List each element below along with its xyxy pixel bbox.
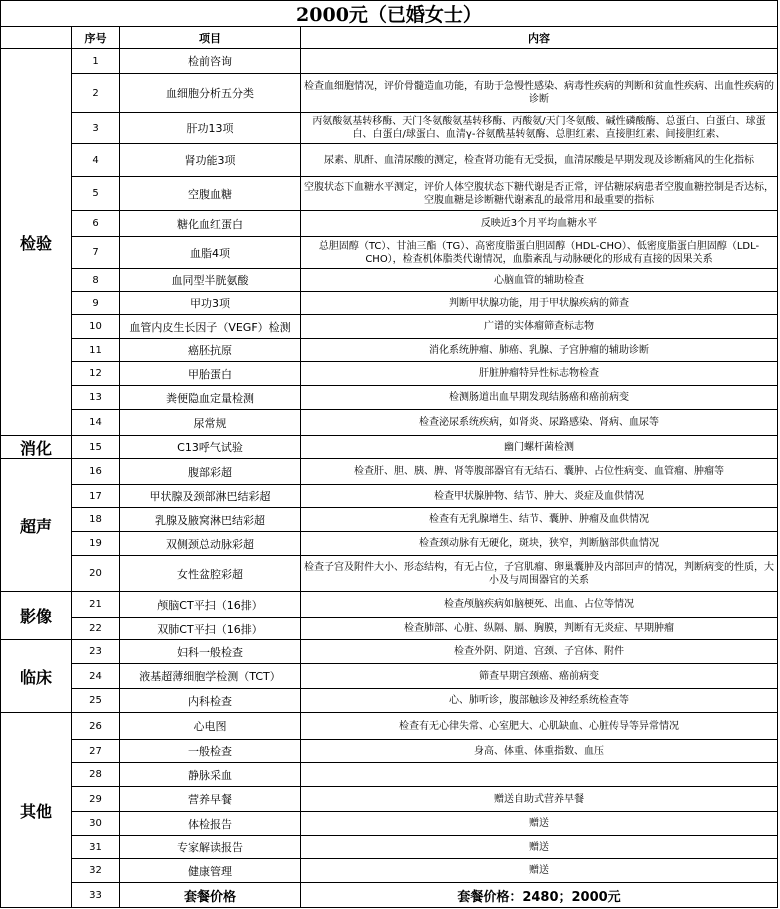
row-seq: 11 — [72, 339, 120, 362]
row-content: 赠送 — [301, 859, 778, 883]
row-seq: 23 — [72, 640, 120, 664]
row-seq: 19 — [72, 532, 120, 556]
row-seq: 12 — [72, 362, 120, 386]
row-content: 检查甲状腺肿物、结节、肿大、炎症及血供情况 — [301, 485, 778, 508]
row-content: 幽门螺杆菌检测 — [301, 436, 778, 459]
row-item: 空腹血糖 — [120, 177, 301, 211]
row-seq: 30 — [72, 812, 120, 836]
row-item: 粪便隐血定量检测 — [120, 386, 301, 410]
row-item: 内科检查 — [120, 689, 301, 713]
row-seq: 17 — [72, 485, 120, 508]
row-item: 甲功3项 — [120, 292, 301, 315]
header-seq: 序号 — [72, 27, 120, 49]
cat-xiaohua: 消化 — [0, 436, 72, 459]
row-seq: 25 — [72, 689, 120, 713]
row-seq: 29 — [72, 787, 120, 812]
row-item: 一般检查 — [120, 740, 301, 763]
row-item: 心电图 — [120, 713, 301, 740]
row-content: 尿素、肌酐、血清尿酸的测定，检查肾功能有无受损，血清尿酸是早期发现及诊断痛风的生化指标 — [301, 144, 778, 177]
row-seq: 4 — [72, 144, 120, 177]
row-item: 肝功13项 — [120, 113, 301, 144]
row-content — [301, 763, 778, 787]
row-item: 液基超薄细胞学检测（TCT） — [120, 664, 301, 689]
row-seq: 3 — [72, 113, 120, 144]
row-seq: 28 — [72, 763, 120, 787]
row-content: 心脑血管的辅助检查 — [301, 269, 778, 292]
row-item: 双肺CT平扫（16排） — [120, 618, 301, 640]
row-item: 糖化血红蛋白 — [120, 211, 301, 237]
row-content: 心、肺听诊，腹部触诊及神经系统检查等 — [301, 689, 778, 713]
row-content — [301, 49, 778, 74]
row-item: 腹部彩超 — [120, 459, 301, 485]
header-content: 内容 — [301, 27, 778, 49]
row-item: C13呼气试验 — [120, 436, 301, 459]
row-seq: 8 — [72, 269, 120, 292]
row-content: 消化系统肿瘤、肺癌、乳腺、子宫肿瘤的辅助诊断 — [301, 339, 778, 362]
row-item: 营养早餐 — [120, 787, 301, 812]
row-seq: 2 — [72, 74, 120, 113]
row-item: 专家解读报告 — [120, 836, 301, 859]
row-item: 肾功能3项 — [120, 144, 301, 177]
row-seq: 27 — [72, 740, 120, 763]
row-item: 血同型半胱氨酸 — [120, 269, 301, 292]
row-seq: 13 — [72, 386, 120, 410]
row-seq: 15 — [72, 436, 120, 459]
row-seq: 24 — [72, 664, 120, 689]
row-content: 赠送 — [301, 836, 778, 859]
row-content: 检查有无心律失常、心室肥大、心肌缺血、心脏传导等异常情况 — [301, 713, 778, 740]
row-content: 赠送 — [301, 812, 778, 836]
cat-yingxiang: 影像 — [0, 592, 72, 640]
row-seq: 32 — [72, 859, 120, 883]
row-seq: 33 — [72, 883, 120, 908]
row-item: 甲状腺及颈部淋巴结彩超 — [120, 485, 301, 508]
row-item: 静脉采血 — [120, 763, 301, 787]
row-item: 双侧颈总动脉彩超 — [120, 532, 301, 556]
row-content: 总胆固醇（TC）、甘油三酯（TG）、高密度脂蛋白胆固醇（HDL-CHO）、低密度脂蛋白胆固醇（LDL-CHO），检查机体脂类代谢情况，血脂紊乱与动脉硬化的形成有直接的因果关系 — [301, 237, 778, 269]
row-content: 检查外阴、阴道、宫颈、子宫体、附件 — [301, 640, 778, 664]
row-item: 尿常规 — [120, 410, 301, 436]
row-seq: 26 — [72, 713, 120, 740]
row-seq: 20 — [72, 556, 120, 592]
page-title: 2000元（已婚女士） — [0, 0, 778, 27]
row-seq: 10 — [72, 315, 120, 339]
row-content: 肝脏肿瘤特异性标志物检查 — [301, 362, 778, 386]
row-item: 血细胞分析五分类 — [120, 74, 301, 113]
row-item: 检前咨询 — [120, 49, 301, 74]
cat-linchuang: 临床 — [0, 640, 72, 713]
row-seq: 31 — [72, 836, 120, 859]
cat-chaosheng: 超声 — [0, 459, 72, 592]
row-content: 丙氨酸氨基转移酶、天门冬氨酸氨基转移酶、丙酸氨/天门冬氨酸、碱性磷酸酶、总蛋白、白蛋白、球蛋白、白蛋白/球蛋白、血清γ-谷氨酰基转氨酶、总胆红素、直接胆红素、间接胆红素、 — [301, 113, 778, 144]
row-seq: 21 — [72, 592, 120, 618]
row-item: 套餐价格 — [120, 883, 301, 908]
row-content: 检测肠道出血早期发现结肠癌和癌前病变 — [301, 386, 778, 410]
row-content: 反映近3个月平均血糖水平 — [301, 211, 778, 237]
row-item: 癌胚抗原 — [120, 339, 301, 362]
row-seq: 14 — [72, 410, 120, 436]
row-content: 检查颅脑疾病如脑梗死、出血、占位等情况 — [301, 592, 778, 618]
row-content: 检查泌尿系统疾病，如肾炎、尿路感染、肾病、血尿等 — [301, 410, 778, 436]
row-item: 妇科一般检查 — [120, 640, 301, 664]
row-item: 女性盆腔彩超 — [120, 556, 301, 592]
row-item: 乳腺及腋窝淋巴结彩超 — [120, 508, 301, 532]
row-seq: 16 — [72, 459, 120, 485]
package-price: 套餐价格：2480；2000元 — [301, 883, 778, 908]
row-item: 健康管理 — [120, 859, 301, 883]
row-item: 甲胎蛋白 — [120, 362, 301, 386]
row-item: 体检报告 — [120, 812, 301, 836]
row-seq: 22 — [72, 618, 120, 640]
header-blank — [0, 27, 72, 49]
row-content: 检查子宫及附件大小、形态结构，有无占位，子宫肌瘤、卵巢囊肿及内部回声的情况，判断病变的性质，大小及与周围器官的关系 — [301, 556, 778, 592]
row-content: 广谱的实体瘤筛查标志物 — [301, 315, 778, 339]
row-item: 血脂4项 — [120, 237, 301, 269]
row-seq: 7 — [72, 237, 120, 269]
row-seq: 1 — [72, 49, 120, 74]
row-item: 血管内皮生长因子（VEGF）检测 — [120, 315, 301, 339]
cat-qita: 其他 — [0, 713, 72, 908]
row-content: 赠送自助式营养早餐 — [301, 787, 778, 812]
row-item: 颅脑CT平扫（16排） — [120, 592, 301, 618]
row-seq: 6 — [72, 211, 120, 237]
row-content: 判断甲状腺功能，用于甲状腺疾病的筛查 — [301, 292, 778, 315]
row-content: 身高、体重、体重指数、血压 — [301, 740, 778, 763]
row-seq: 18 — [72, 508, 120, 532]
row-seq: 5 — [72, 177, 120, 211]
row-content: 空腹状态下血糖水平测定，评价人体空腹状态下糖代谢是否正常，评估糖尿病患者空腹血糖控制是否达标，空腹血糖是诊断糖代谢紊乱的最常用和最重要的指标 — [301, 177, 778, 211]
row-content: 筛查早期宫颈癌、癌前病变 — [301, 664, 778, 689]
row-content: 检查有无乳腺增生、结节、囊肿、肿瘤及血供情况 — [301, 508, 778, 532]
row-content: 检查颈动脉有无硬化，斑块，狭窄，判断脑部供血情况 — [301, 532, 778, 556]
row-content: 检查血细胞情况，评价骨髓造血功能，有助于急慢性感染、病毒性疾病的判断和贫血性疾病、出血性疾病的诊断 — [301, 74, 778, 113]
cat-jianyan: 检验 — [0, 49, 72, 436]
row-content: 检查肺部、心脏、纵隔、膈、胸膜，判断有无炎症、早期肿瘤 — [301, 618, 778, 640]
row-seq: 9 — [72, 292, 120, 315]
header-item: 项目 — [120, 27, 301, 49]
row-content: 检查肝、胆、胰、脾、肾等腹部器官有无结石、囊肿、占位性病变、血管瘤、肿瘤等 — [301, 459, 778, 485]
